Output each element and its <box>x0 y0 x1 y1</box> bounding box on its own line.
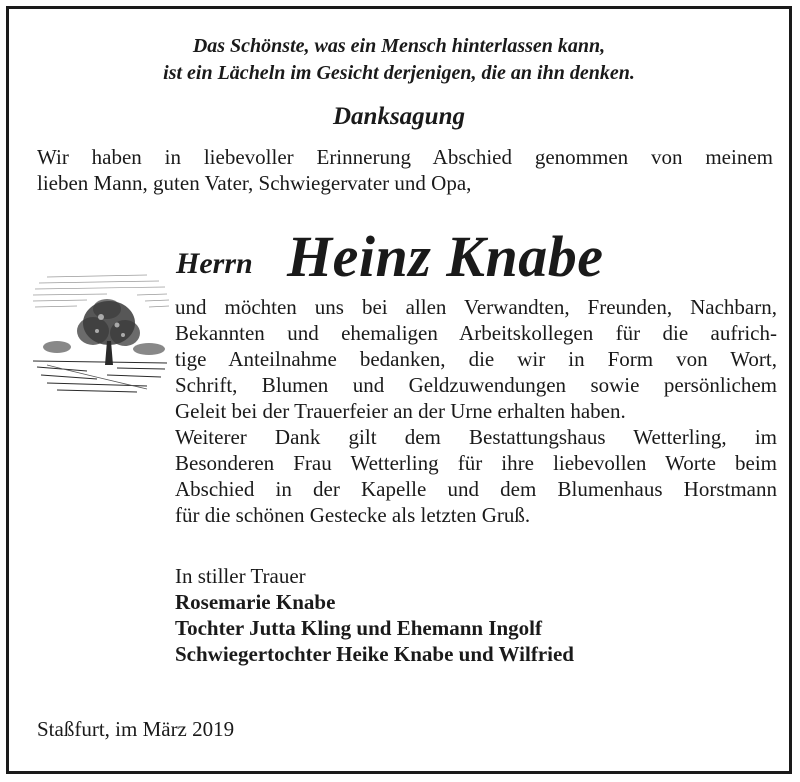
body-line-4: Schrift, Blumen und Geldzuwendungen sowie persönlichem <box>175 373 777 397</box>
obituary-frame <box>6 6 792 774</box>
body-line-9: für die schönen Gestecke als letzten Gruß. <box>175 503 531 527</box>
body-line-1: und möchten uns bei allen Verwandten, Freunden, Nachbarn, <box>175 295 777 319</box>
tree-landscape-icon <box>27 265 172 395</box>
mourner-3: Schwiegertochter Heike Knabe und Wilfried <box>175 642 574 666</box>
intro-line-1: Wir haben in liebevoller Erinnerung Abschied genommen von meinem <box>37 145 773 169</box>
body-line-5: Geleit bei der Trauerfeier an der Urne erhalten haben. <box>175 399 626 423</box>
signoff-phrase: In stiller Trauer <box>175 564 306 588</box>
mourner-2: Tochter Jutta Kling und Ehemann Ingolf <box>175 616 543 640</box>
body-line-2: Bekannten und ehemaligen Arbeitskollegen für die aufrich- <box>175 321 777 345</box>
mourner-1: Rosemarie Knabe <box>175 590 336 614</box>
salutation: Herrn <box>176 247 253 280</box>
body-line-3: tige Anteilnahme bedanken, die wir in Form von Wort, <box>175 347 777 371</box>
deceased-name: Heinz Knabe <box>287 224 604 289</box>
quote-line-1: Das Schönste, was ein Mensch hinterlassen kann, <box>192 35 606 57</box>
body-line-8: Abschied in der Kapelle und dem Blumenhaus Horstmann <box>175 477 777 501</box>
body-line-6: Weiterer Dank gilt dem Bestattungshaus Wetterling, im <box>175 425 777 449</box>
quote-line-2: ist ein Lächeln im Gesicht derjenigen, die an ihn denken. <box>163 62 635 84</box>
body-line-7: Besonderen Frau Wetterling für ihre liebevollen Worte beim <box>175 451 777 475</box>
intro-line-2: lieben Mann, guten Vater, Schwiegervater und Opa, <box>37 171 472 195</box>
place-date: Staßfurt, im März 2019 <box>37 717 235 741</box>
heading: Danksagung <box>333 103 465 130</box>
